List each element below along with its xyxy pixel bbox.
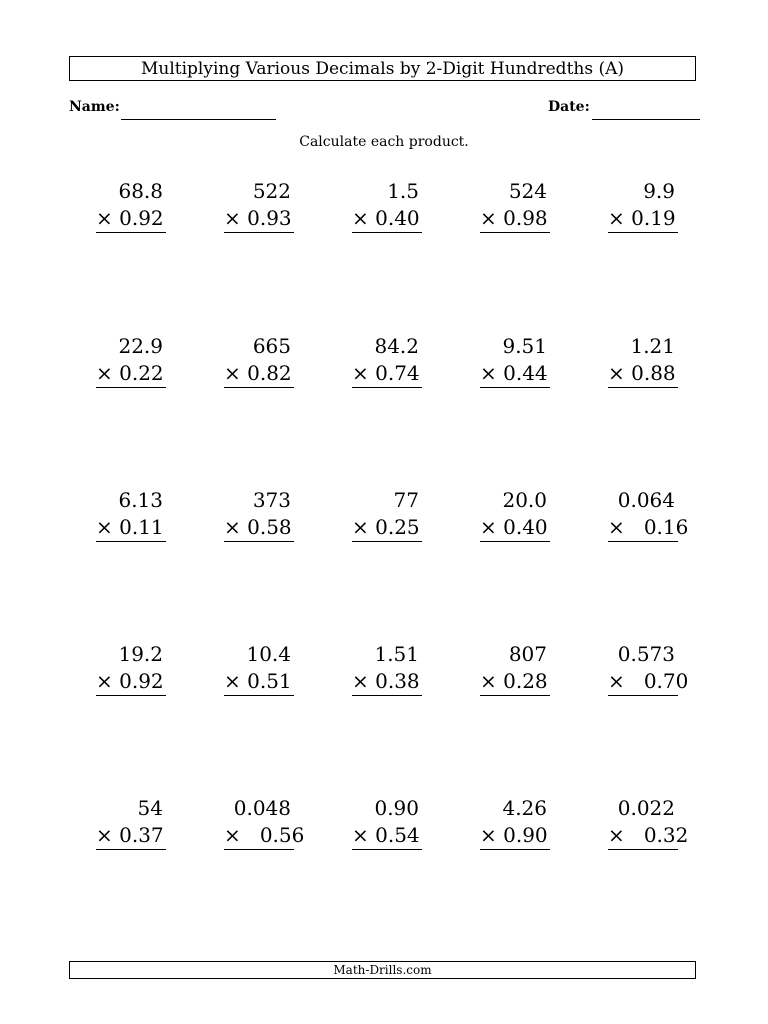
multiplicand: 522 [252, 179, 291, 203]
multiplicand: 10.4 [246, 642, 291, 666]
multiplier: × 0.58 [224, 514, 294, 542]
problem-r5-c1 [96, 795, 166, 850]
multiplicand: 4.26 [502, 796, 547, 820]
problem-r4-c2 [224, 641, 294, 696]
multiplicand: 1.21 [630, 334, 675, 358]
problem-r1-c4 [480, 178, 550, 233]
problem-r4-c4 [480, 641, 550, 696]
multiplicand: 9.51 [502, 334, 547, 358]
date-line [592, 119, 700, 120]
multiplicand: 373 [252, 488, 291, 512]
problem-r5-c5 [608, 795, 689, 850]
problem-r3-c2 [224, 487, 294, 542]
multiplicand: 6.13 [118, 488, 163, 512]
multiplicand: 524 [508, 179, 547, 203]
multiplicand: 0.573 [617, 642, 675, 666]
multiplier: × 0.90 [480, 822, 550, 850]
name-label: Name: [69, 99, 120, 115]
problem-r2-c2 [224, 333, 294, 388]
multiplicand: 0.064 [617, 488, 675, 512]
multiplicand: 22.9 [118, 334, 163, 358]
problem-r4-c1 [96, 641, 166, 696]
problem-r2-c4 [480, 333, 550, 388]
multiplier: × 0.70 [608, 668, 678, 696]
multiplicand: 0.048 [233, 796, 291, 820]
multiplier: × 0.32 [608, 822, 678, 850]
multiplicand: 9.9 [643, 179, 675, 203]
problem-r3-c5 [608, 487, 689, 542]
footer-text: Math-Drills.com [333, 963, 432, 977]
problem-r2-c3 [352, 333, 422, 388]
problem-r5-c4 [480, 795, 550, 850]
problem-r1-c3 [352, 178, 422, 233]
multiplicand: 68.8 [118, 179, 163, 203]
multiplier: × 0.54 [352, 822, 422, 850]
multiplier: × 0.93 [224, 205, 294, 233]
multiplier: × 0.16 [608, 514, 678, 542]
instructions: Calculate each product. [299, 134, 469, 150]
multiplier: × 0.25 [352, 514, 422, 542]
multiplier: × 0.44 [480, 360, 550, 388]
multiplicand: 20.0 [502, 488, 547, 512]
multiplier: × 0.88 [608, 360, 678, 388]
multiplier: × 0.74 [352, 360, 422, 388]
problem-r3-c4 [480, 487, 550, 542]
multiplier: × 0.92 [96, 205, 166, 233]
multiplicand: 84.2 [374, 334, 419, 358]
problem-r2-c1 [96, 333, 166, 388]
problem-r3-c1 [96, 487, 166, 542]
multiplicand: 54 [137, 796, 163, 820]
problem-r4-c3 [352, 641, 422, 696]
problem-r3-c3 [352, 487, 422, 542]
multiplier: × 0.98 [480, 205, 550, 233]
multiplicand: 77 [393, 488, 419, 512]
multiplier: × 0.37 [96, 822, 166, 850]
multiplicand: 665 [252, 334, 291, 358]
problem-r1-c1 [96, 178, 166, 233]
multiplier: × 0.51 [224, 668, 294, 696]
multiplicand: 0.022 [617, 796, 675, 820]
multiplier: × 0.40 [480, 514, 550, 542]
multiplier: × 0.92 [96, 668, 166, 696]
problem-r5-c3 [352, 795, 422, 850]
worksheet-title: Multiplying Various Decimals by 2-Digit Hundredths (A) [140, 58, 625, 79]
multiplier: × 0.22 [96, 360, 166, 388]
date-label: Date: [548, 99, 590, 115]
multiplier: × 0.40 [352, 205, 422, 233]
multiplier: × 0.82 [224, 360, 294, 388]
name-line [121, 119, 276, 120]
problem-r4-c5 [608, 641, 689, 696]
multiplier: × 0.56 [224, 822, 294, 850]
footer-box [69, 961, 696, 979]
problem-r1-c2 [224, 178, 294, 233]
multiplicand: 19.2 [118, 642, 163, 666]
multiplicand: 1.51 [374, 642, 419, 666]
problem-r5-c2 [224, 795, 305, 850]
multiplier: × 0.11 [96, 514, 166, 542]
multiplier: × 0.28 [480, 668, 550, 696]
worksheet-title-box [69, 56, 696, 81]
problem-r1-c5 [608, 178, 678, 233]
multiplicand: 1.5 [387, 179, 419, 203]
multiplicand: 0.90 [374, 796, 419, 820]
multiplier: × 0.19 [608, 205, 678, 233]
multiplier: × 0.38 [352, 668, 422, 696]
multiplicand: 807 [508, 642, 547, 666]
problem-r2-c5 [608, 333, 678, 388]
